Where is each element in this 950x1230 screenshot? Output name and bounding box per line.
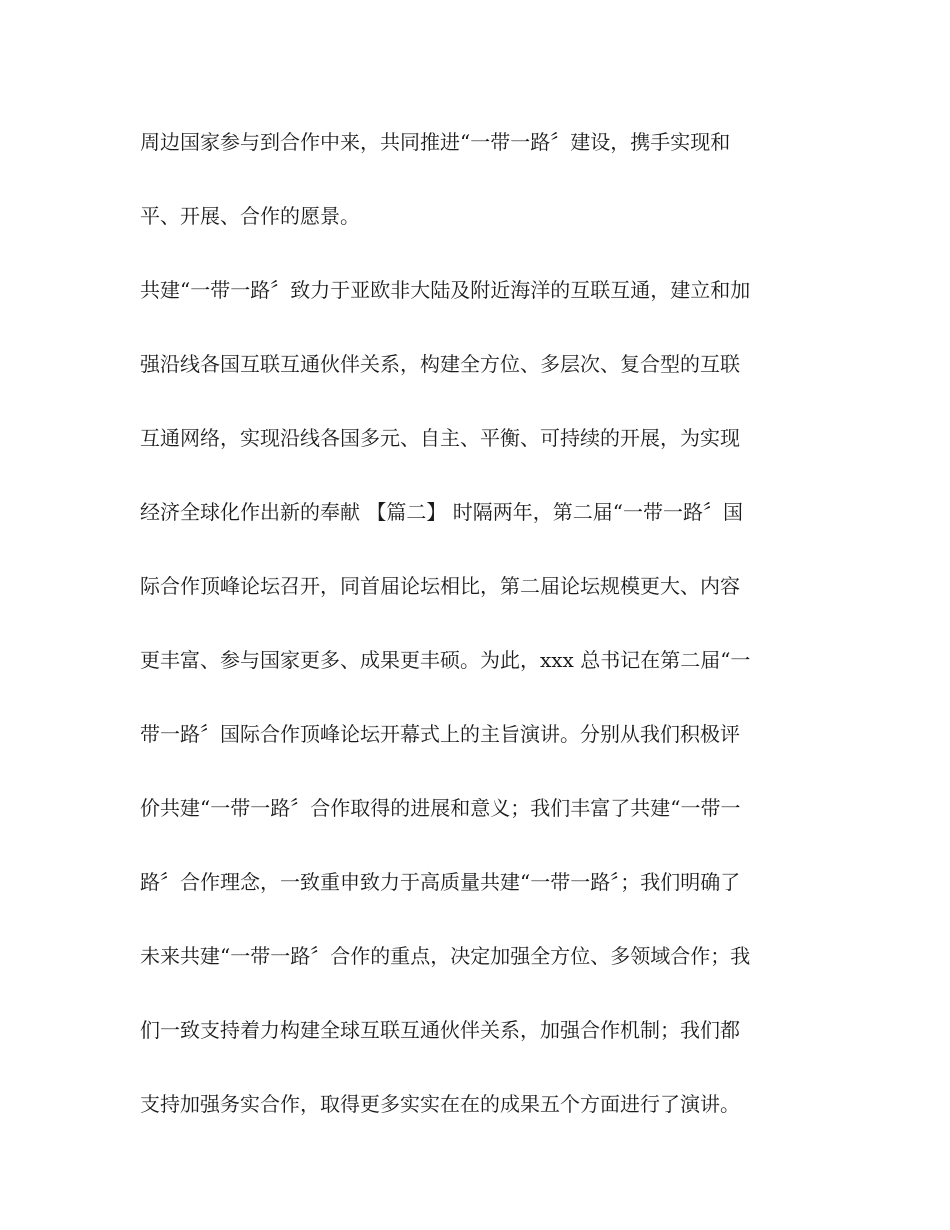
paragraph-line: 共建“一带一路〞致力于亚欧非大陆及附近海洋的互联互通，建立和加 (140, 278, 751, 302)
paragraph-line: 强沿线各国互联互通伙伴关系，构建全方位、多层次、复合型的互联 (140, 352, 740, 376)
paragraph-line: 路〞合作理念，一致重申致力于高质量共建“一带一路〞；我们明确了 (140, 870, 741, 894)
paragraph-line: 际合作顶峰论坛召开，同首届论坛相比，第二届论坛规模更大、内容 (140, 574, 740, 598)
paragraph-line: 互通网络，实现沿线各国多元、自主、平衡、可持续的开展，为实现 (140, 426, 740, 450)
paragraph-line: 带一路〞国际合作顶峰论坛开幕式上的主旨演讲。分别从我们积极评 (140, 722, 740, 746)
paragraph-line: 支持加强务实合作，取得更多实实在在的成果五个方面进行了演讲。 (140, 1092, 740, 1116)
paragraph-line: 周边国家参与到合作中来，共同推进“一带一路〞建设，携手实现和 (140, 130, 731, 154)
paragraph-line: 们一致支持着力构建全球互联互通伙伴关系，加强合作机制；我们都 (140, 1018, 740, 1042)
paragraph-line: 更丰富、参与国家更多、成果更丰硕。为此，xxx 总书记在第二届“一 (140, 648, 751, 672)
paragraph-line: 未来共建“一带一路〞合作的重点，决定加强全方位、多领域合作；我 (140, 944, 751, 968)
paragraph-line: 价共建“一带一路〞合作取得的进展和意义；我们丰富了共建“一带一 (140, 796, 741, 820)
paragraph-line: 平、开展、合作的愿景。 (140, 204, 360, 228)
paragraph-line: 经济全球化作出新的奉献 【篇二】 时隔两年，第二届“一带一路〞国 (140, 500, 743, 524)
